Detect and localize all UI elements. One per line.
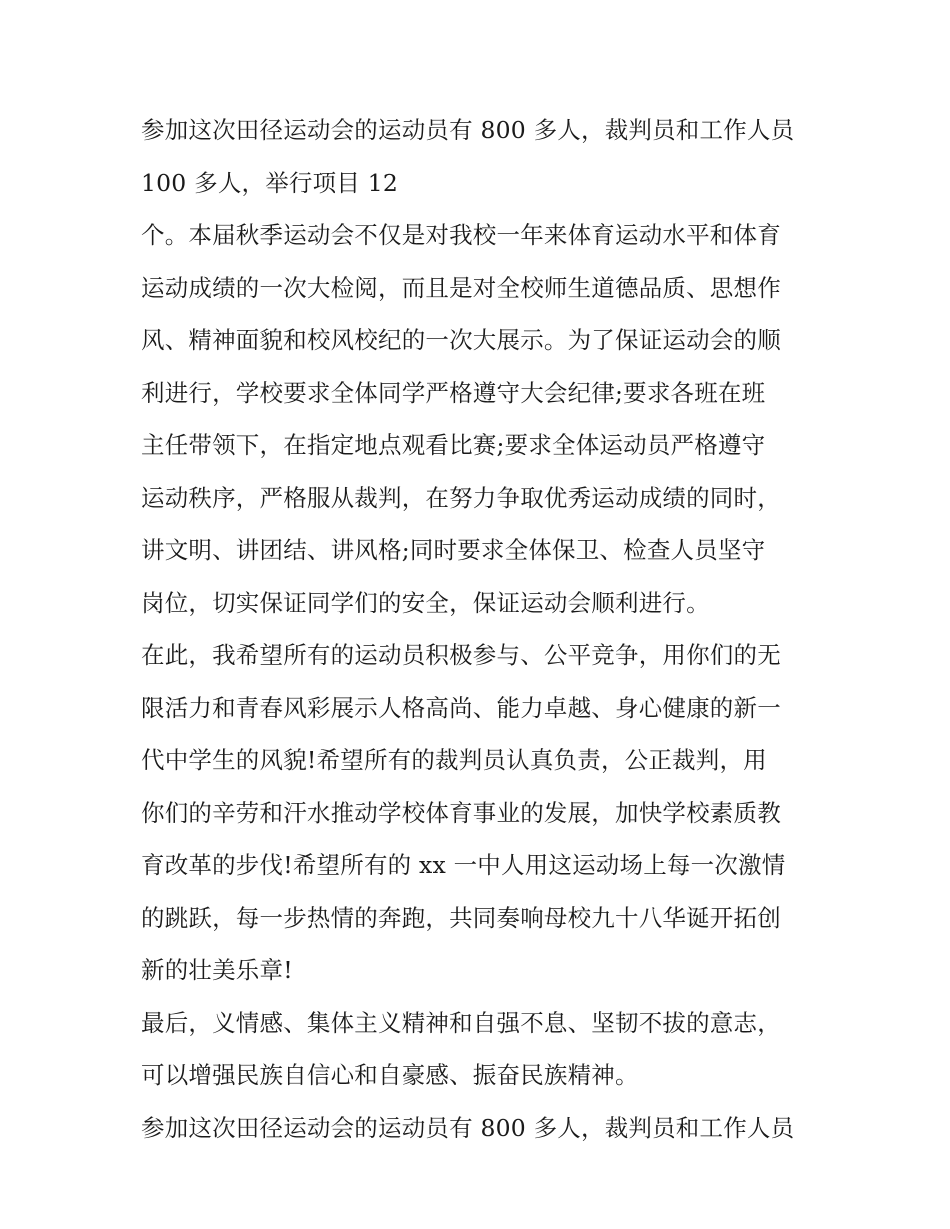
text-line: 最后，义情感、集体主义精神和自强不息、坚韧不拔的意志， <box>141 1008 781 1037</box>
text-line: 100 多人，举行项目 12 <box>141 168 398 197</box>
text-line: 在此，我希望所有的运动员积极参与、公平竞争，用你们的无 <box>141 641 781 669</box>
text-line: 个。本届秋季运动会不仅是对我校一年来体育运动水平和体育 <box>141 221 781 249</box>
document-body <box>141 104 821 1154</box>
text-line: 代中学生的风貌!希望所有的裁判员认真负责，公正裁判，用 <box>141 746 767 774</box>
text-line: 岗位，切实保证同学们的安全，保证运动会顺利进行。 <box>141 588 710 617</box>
text-line: 的跳跃，每一步热情的奔跑，共同奏响母校九十八华诞开拓创 <box>141 903 781 932</box>
text-line: 你们的辛劳和汗水推动学校体育事业的发展，加快学校素质教 <box>141 798 781 827</box>
text-line: 参加这次田径运动会的运动员有 800 多人，裁判员和工作人员 <box>141 1113 795 1142</box>
text-line: 主任带领下，在指定地点观看比赛;要求全体运动员严格遵守 <box>141 431 766 459</box>
text-line: 运动成绩的一次大检阅，而且是对全校师生道德品质、思想作 <box>141 273 781 302</box>
text-line: 育改革的步伐!希望所有的 xx 一中人用这运动场上每一次激情 <box>141 851 786 879</box>
text-line: 新的壮美乐章! <box>141 956 293 984</box>
text-line: 讲文明、讲团结、讲风格;同时要求全体保卫、检查人员坚守 <box>141 536 766 564</box>
text-line: 限活力和青春风彩展示人格高尚、能力卓越、身心健康的新一 <box>141 693 781 722</box>
text-line: 参加这次田径运动会的运动员有 800 多人，裁判员和工作人员 <box>141 116 795 144</box>
text-line: 可以增强民族自信心和自豪感、振奋民族精神。 <box>141 1061 639 1089</box>
text-line: 运动秩序，严格服从裁判，在努力争取优秀运动成绩的同时， <box>141 483 781 512</box>
text-line: 风、精神面貌和校风校纪的一次大展示。为了保证运动会的顺 <box>141 326 781 354</box>
text-line: 利进行，学校要求全体同学严格遵守大会纪律;要求各班在班 <box>141 378 766 407</box>
